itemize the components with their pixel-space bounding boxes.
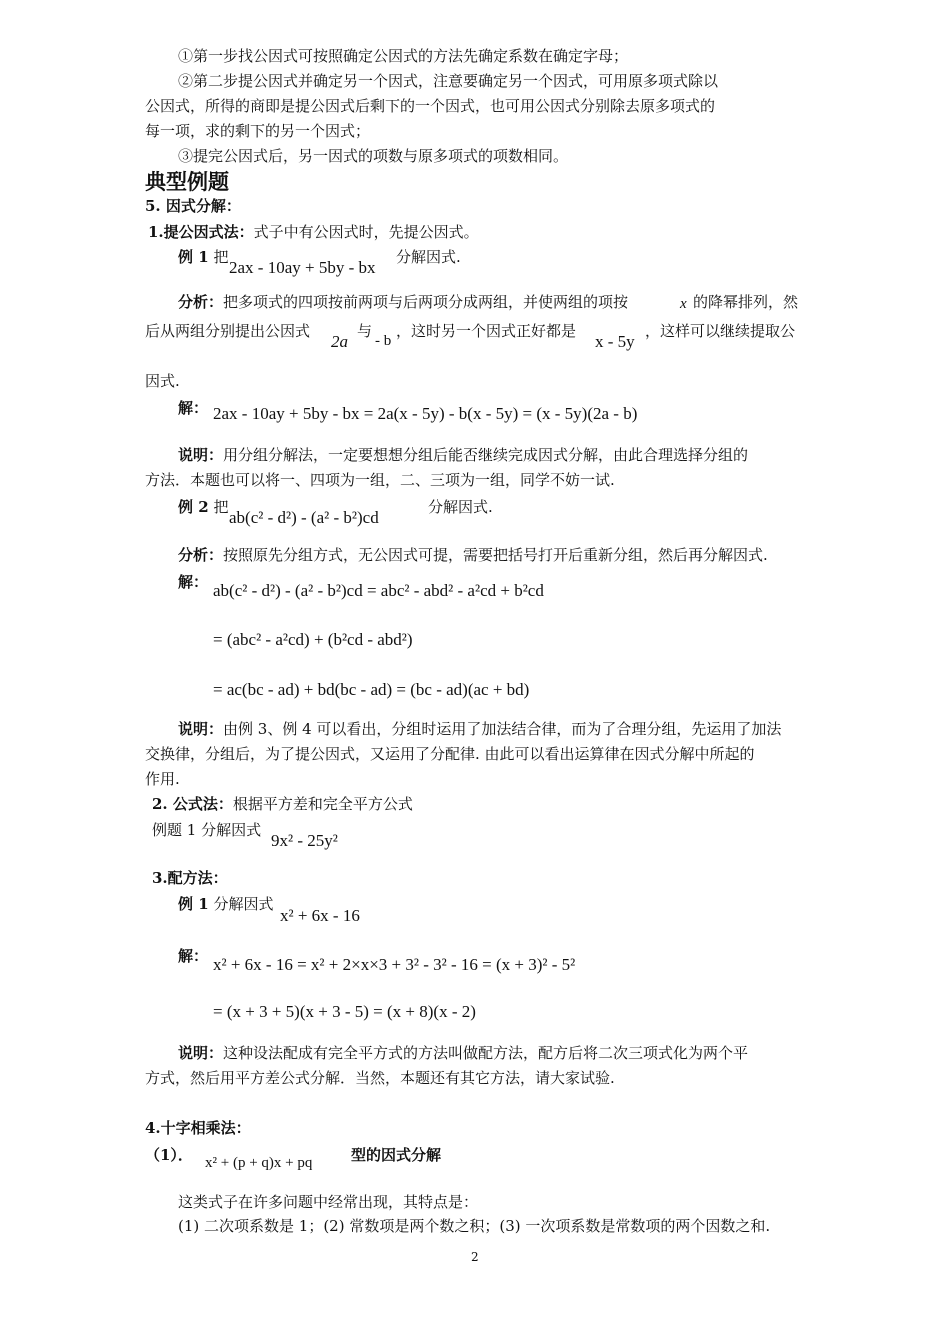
method-2-example-label: 例题 1 分解因式	[152, 821, 262, 839]
example-2-pre: 把	[213, 498, 229, 516]
method-2-line	[152, 793, 413, 815]
method-4-title: 4.十字相乘法：	[145, 1119, 251, 1137]
solution-1-label: 解：	[178, 399, 209, 417]
section-heading: 典型例题	[145, 169, 229, 194]
method-3-example-expression: x² + 6x - 16	[280, 906, 360, 925]
method-1-line	[148, 221, 479, 243]
method-3-example-line: 例 1 分解因式	[178, 895, 274, 913]
analysis-1-x: x	[680, 296, 687, 312]
analysis-1-minus-b: - b	[375, 333, 392, 349]
method-4-sub-label: （1）．	[145, 1146, 193, 1164]
method-3-note-label: 说明：	[178, 1044, 224, 1062]
note-2-label: 说明：	[178, 720, 224, 738]
analysis-1-line-2b: ，这时另一个因式正好都是	[396, 322, 577, 340]
step-1: ①第一步找公因式可按照确定公因式的方法先确定系数在确定字母；	[178, 47, 629, 65]
method-3-note-line-1: 说明：这种设法配成有完全平方式的方法叫做配方法，配方后将二次三项式化为两个平	[178, 1044, 749, 1062]
analysis-1-2a: 2a	[331, 332, 348, 351]
note-1-label: 说明：	[178, 446, 224, 464]
analysis-1-line-2a: 后从两组分别提出公因式	[145, 322, 311, 340]
note-2-line-3: 作用.	[145, 770, 180, 788]
analysis-1-line-3: 因式.	[145, 372, 180, 390]
example-2-post: 分解因式.	[428, 498, 493, 516]
example-1-line	[178, 246, 228, 268]
method-4-sub-post: 型的因式分解	[351, 1146, 442, 1164]
solution-1-expression: 2ax - 10ay + 5by - bx = 2a(x - 5y) - b(x - 5y) = (x - 5y)(2a - b)	[213, 404, 638, 423]
analysis-1-x-5y: x - 5y	[595, 332, 635, 351]
step-3: ③提完公因式后，另一因式的项数与原多项式的项数相同。	[178, 147, 569, 165]
example-1-pre: 把	[213, 248, 229, 266]
method-4-paragraph-1: 这类式子在许多问题中经常出现，其特点是：	[178, 1193, 479, 1211]
analysis-1-line-1: 分析：把多项式的四项按前两项与后两项分成两组，并使两组的项按	[178, 293, 629, 311]
example-2-expression: ab(c² - d²) - (a² - b²)cd	[229, 508, 379, 527]
note-1-line-1: 说明：用分组分解法，一定要想想分组后能否继续完成因式分解，由此合理选择分组的	[178, 446, 749, 464]
step-2-cont-1: 公因式，所得的商即是提公因式后剩下的一个因式，也可用公因式分别除去原多项式的	[145, 97, 716, 115]
method-4-paragraph-2: (1) 二次项系数是 1；(2) 常数项是两个数之积；(3) 一次项系数是常数项的两个因数之和.	[178, 1217, 771, 1235]
step-2: ②第二步提公因式并确定另一个因式，注意要确定另一个因式，可用原多项式除以	[178, 72, 719, 90]
method-2-desc: 根据平方差和完全平方公式	[232, 795, 413, 813]
method-3-title: 3.配方法：	[152, 869, 228, 887]
analysis-1-line-2c: ，这样可以继续提取公	[645, 322, 796, 340]
section-5-title: 5. 因式分解：	[145, 197, 241, 215]
method-3-solution-line-2: = (x + 3 + 5)(x + 3 - 5) = (x + 8)(x - 2)	[213, 1002, 476, 1021]
step-2-cont-2: 每一项，求的剩下的另一个因式；	[145, 122, 371, 140]
analysis-1-line-1b: 的降幂排列，然	[693, 293, 799, 311]
method-4-sub-expression: x² + (p + q)x + pq	[205, 1155, 313, 1171]
example-2-label: 例 2	[178, 498, 209, 516]
method-1-title: 1.提公因式法：	[148, 223, 254, 241]
example-1-post: 分解因式.	[396, 248, 461, 266]
solution-2-line-3: = ac(bc - ad) + bd(bc - ad) = (bc - ad)(ac + bd)	[213, 680, 530, 699]
example-1-label: 例 1	[178, 248, 209, 266]
solution-2-line-2: = (abc² - a²cd) + (b²cd - abd²)	[213, 630, 413, 649]
method-3-example-label: 例 1	[178, 895, 209, 913]
method-3-note-line-2: 方式，然后用平方差公式分解．当然，本题还有其它方法，请大家试验.	[145, 1069, 615, 1087]
method-3-solution-label: 解：	[178, 947, 209, 965]
method-1-desc: 式子中有公因式时，先提公因式。	[253, 223, 479, 241]
solution-2-label: 解：	[178, 573, 209, 591]
method-2-example-expression: 9x² - 25y²	[271, 831, 338, 850]
analysis-2-label: 分析：	[178, 546, 224, 564]
example-2-line	[178, 496, 228, 518]
note-2-line-1: 说明：由例 3、例 4 可以看出，分组时运用了加法结合律，而为了合理分组，先运用了加法	[178, 720, 782, 738]
analysis-2-line: 分析：按照原先分组方式，无公因式可提，需要把括号打开后重新分组，然后再分解因式.	[178, 546, 768, 564]
example-1-expression: 2ax - 10ay + 5by - bx	[229, 258, 376, 277]
note-1-line-2: 方法．本题也可以将一、四项为一组，二、三项为一组，同学不妨一试.	[145, 471, 615, 489]
solution-2-line-1: ab(c² - d²) - (a² - b²)cd = abc² - abd² - a²cd + b²cd	[213, 581, 544, 600]
page-number: 2	[471, 1250, 479, 1264]
note-2-line-2: 交换律，分组后，为了提公因式，又运用了分配律. 由此可以看出运算律在因式分解中所起的	[145, 745, 755, 763]
method-3-solution-line-1: x² + 6x - 16 = x² + 2×x×3 + 3² - 3² - 16 = (x + 3)² - 5²	[213, 955, 576, 974]
analysis-1-label: 分析：	[178, 293, 224, 311]
method-2-title: 2. 公式法：	[152, 795, 233, 813]
analysis-1-and: 与	[357, 322, 373, 340]
